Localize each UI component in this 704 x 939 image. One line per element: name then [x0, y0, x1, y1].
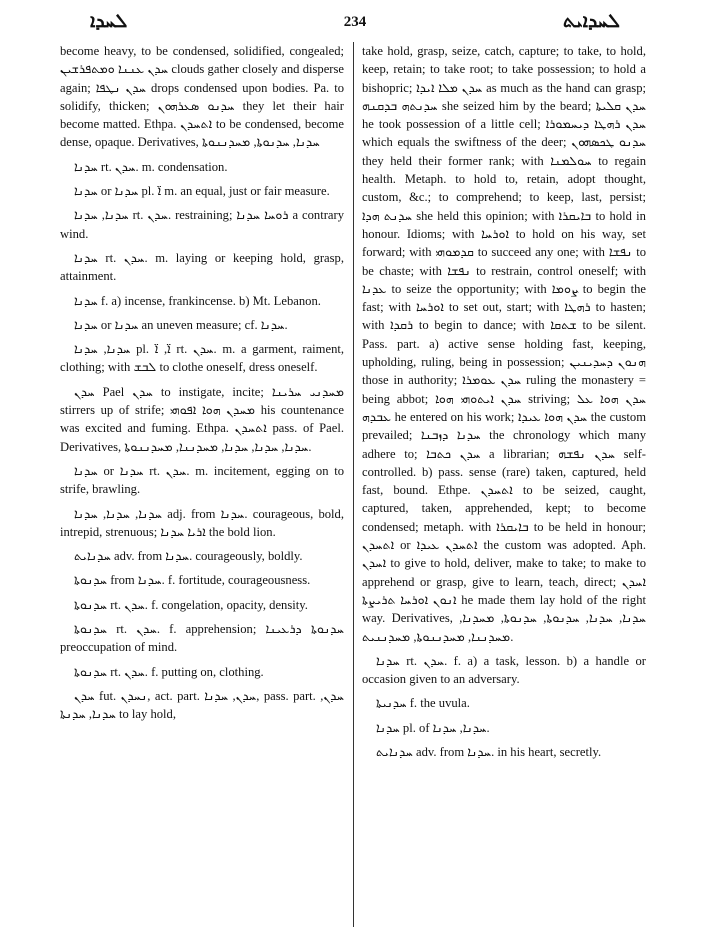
page-header — [60, 8, 650, 38]
dictionary-entry: ܚܕܢܐ rt. ܚܕܢ. m. laying or keeping hold, grasp, attainment. — [60, 250, 344, 284]
dictionary-entry: ܚܕܢܘܬܐ from ܚܕܢܐ. f. fortitude, courageousness. — [74, 573, 311, 588]
dictionary-entry: ܚܕܢܐ f. a) incense, frankincense. b) Mt. Lebanon. — [74, 293, 321, 308]
dictionary-entry: ܚܕܢܐ or ܚܕܢܐ an uneven measure; cf. ܚܕܢܐ. — [74, 317, 288, 332]
running-head-left: ܠܚܕܐ — [90, 10, 128, 32]
dictionary-entry: ܚܕܢ Pael ܚܕܢ to instigate, incite; ܡܚܕܢܝ ܚܪܝܢܐ stirrers up of strife; ܡܚܕܢ ܗܘܐ ܐܦܘܗܝ his countenance was excited and fuming. Ethpa. ܐܬܚܕܢ pass. of Pael. Derivatives, ܚܕܢܐ, ܚܕܢܐ, ܚܕܢܐ, ܡܚܕܢܢܐ, ܡܚܕܢܢܘܬܐ. — [60, 384, 344, 454]
dictionary-entry: ܚܕܢܐ, ܚܕܢܐ, ܚܕܢܐ adj. from ܚܕܢܐ. courageous, bold, intrepid, strenuous; ܐܪܝܐ ܚܕܢܐ the bold lion. — [60, 506, 344, 539]
dictionary-entry: ܚܕܢ fut. ܢܚܕܢ, act. part. ܚܕܢ, ܚܕܢܐ, pass. part. ܚܕܢ, ܚܕܢܐ, ܚܕܢܬܐ to lay hold, — [60, 688, 344, 722]
dictionary-entry: take hold, grasp, seize, catch, capture; to take, to hold, keep, retain; to take root; to take possession; to hold a bishopric; ܚܕܢ ܡܠܐ ܐܝܕܐ as much as the hand can grasp; ܚܕܢܬܗ ܒܕܩܢܗ she seized him by the beard; ܚܕܢ ܩܠܝܬܐ he took possession of a little cell; ܚܕܢ ܪܗܛܐ ܕܝܚܡܘܪܐ which equals the swiftness of the deer; ܚܕܢܘ ܛܟܣܗܘܢ they held their former rank; with ܚܘܠܡܢܐ to regain health. Metaph. to hold to, retain, adopt thought, custom, &c.; to comprehend; to keep, last, persist; ܚܕܢܬ ܗܕܐ she held this opinion; with ܒܐܝܩܪܐ to hold in honour. Idioms; with ܐܘܪܚܐ to hold on his way, set forward; with ܩܕܡܘܗܝ to succeed any one; with ܢܦܫܐ to be chaste; with ܢܦܫܐ to restrain, control oneself; with ܥܕܢܐ to seize the opportunity; with ܨܘܡܐ to begin the fast; with ܐܘܪܚܐ to set out, start; with ܪܗܛܐ to hasten; with ܪܩܕܐ to begin to dance; with ܫܬܩܐ to be silent. Pass. part. a) active sense holding fast, keeping, upholding, ruling, being in possession; ܗܢܘܢ ܕܚܕܝܢܝܢ those in authority; ܚܕܢ ܥܘܡܪܐ ruling the monastery = being abbot; ܚܕܢ ܐܝܬܘܗܝ ܗܘܐ striving; ܚܕܢ ܗܘܐ ܥܠ ܥܒܕܗ he entered on his work; ܚܕܢ ܗܘܐ ܥܝܕܐ the custom prevailed; ܚܕܢܐ ܕܙܒܢܐ the chronology which many adhere to; ܚܕܢ ܟܬܒܐ a librarian; ܚܕܢ ܢܦܫܗ self-controlled. b) pass. sense (rare) taken, captured, held fast, bound. Ethpe. ܐܬܚܕܢ to be seized, caught, captured, taken, apprehended, kept; to become condensed; metaph. with ܒܐܝܩܪܐ to be held in honour; ܐܬܚܕܢ or ܐܬܚܕܢ ܥܝܕܐ the custom was adopted. Aph. ܐܚܕܢ to give to hold, deliver, make to take; to make to apprehend or grasp, give to learn, teach, direct; ܐܚܕܢ ܐܢܘܢ ܐܘܪܚܐ ܬܪܝܨܬܐ he made them lay hold of the right way. Derivatives, ܚܕܢܐ, ܚܕܢܐ, ܚܕܢܘܬܐ, ܚܕܢܘܬܐ, ܡܚܕܢܐ, ܡܚܕܢܢܐ, ܡܚܕܢܢܘܬܐ, ܡܚܕܢܢܝܬ. — [362, 44, 646, 644]
dictionary-entry: ܚܕܢܝܬܐ f. the uvula. — [376, 696, 470, 711]
column-divider — [353, 42, 354, 927]
dictionary-entry: ܚܕܢܐܝܬ adv. from ܚܕܢܐ. courageously, boldly. — [74, 549, 303, 564]
dictionary-entry: ܚܕܢܘܬܐ rt. ܚܕܢ. f. congelation, opacity, density. — [74, 597, 308, 612]
dictionary-entry: ܚܕܢܐ or ܚܕܢܐ pl. ܐ̈ m. an equal, just or fair measure. — [74, 184, 330, 199]
dictionary-entry: ܚܕܢܐ or ܚܕܢܐ rt. ܚܕܢ. m. incitement, egging on to strife, brawling. — [60, 463, 344, 497]
dictionary-entry: ܚܕܢܘܬܐ rt. ܚܕܢ. f. putting on, clothing. — [74, 664, 264, 679]
running-head-right: ܠܚܕܐܝܬ — [562, 10, 620, 32]
dictionary-entry: ܚܕܢܐܝܬ adv. from ܚܕܢܐ. in his heart, secretly. — [376, 744, 602, 759]
dictionary-entry: ܚܕܢܐ rt. ܚܕܢ. f. a) a task, lesson. b) a handle or occasion given to an adversary. — [362, 653, 646, 687]
page-number: 234 — [343, 14, 367, 30]
dictionary-entry: become heavy, to be condensed, solidified, congealed; ܚܕܢ ܥܢܢܐ ܘܡܬܦܪܫܝܢ clouds gather closely and disperse again; ܚܕܢ ܢܛܦܐ drops condensed upon bodies. Pa. to solidify, thicken; ܚܕܢܘ ܣܥܪܗܘܢ they let their hair become matted. Ethpa. ܐܬܚܕܢ to be condensed, become dense, opaque. Derivatives, ܚܕܢܐ, ܚܕܢܘܬܐ, ܡܚܕܢܢܘܬܐ — [60, 44, 344, 150]
dictionary-entry: ܚܕܢܐ, ܚܕܢܐ rt. ܚܕܢ. restraining; ܪܘܚܐ ܚܕܢܐ a contrary wind. — [60, 208, 344, 241]
dictionary-entry: ܚܕܢܐ pl. of ܚܕܢܐ, ܚܕܢܐ. — [376, 720, 490, 735]
dictionary-columns — [60, 42, 650, 927]
dictionary-entry: ܚܕܢܐ rt. ܚܕܢ. m. condensation. — [74, 159, 228, 174]
left-column — [60, 42, 344, 927]
right-column — [362, 42, 646, 927]
dictionary-entry: ܚܕܢܐ, ܚܕܢܐ pl. ܐ̈, ܐ̈ rt. ܚܕܢ. m. a garment, raiment, clothing; with ܠܒܫ to clothe oneself, dress oneself. — [60, 342, 344, 375]
dictionary-entry: ܚܕܢܘܬܐ rt. ܚܕܢ. f. apprehension; ܚܕܢܘܬܐ ܕܪܥܝܢܐ preoccupation of mind. — [60, 622, 344, 655]
